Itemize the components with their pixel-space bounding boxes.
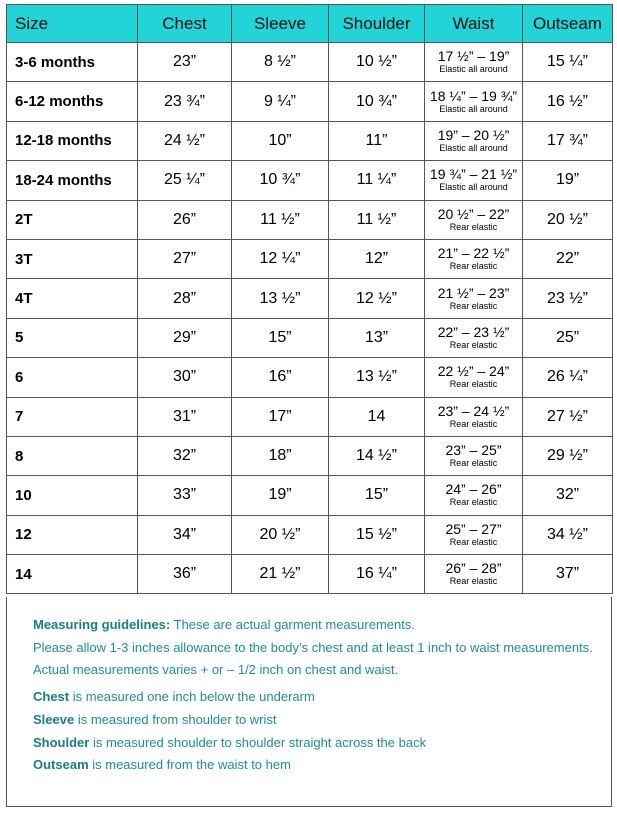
- chest-cell: 26”: [138, 200, 232, 239]
- chest-cell: 24 ½”: [138, 121, 232, 160]
- shoulder-cell: 10 ½”: [329, 43, 425, 82]
- outseam-cell: 23 ½”: [523, 279, 613, 318]
- waist-range: 17 ½” – 19”: [437, 48, 510, 65]
- shoulder-cell: 13”: [329, 318, 425, 357]
- size-chart: [6, 4, 612, 594]
- size-cell: 8: [7, 436, 138, 475]
- size-cell: 18-24 months: [7, 161, 138, 200]
- outseam-cell: 29 ½”: [523, 436, 613, 475]
- chest-cell: 32”: [138, 436, 232, 475]
- shoulder-cell: 11 ½”: [329, 200, 425, 239]
- sleeve-cell: 17”: [232, 397, 329, 436]
- shoulder-cell: 11”: [329, 121, 425, 160]
- note-outseam: [33, 757, 291, 772]
- waist-cell: [425, 43, 523, 82]
- waist-range: 25” – 27”: [445, 520, 502, 537]
- waist-range: 23” – 25”: [445, 442, 502, 459]
- size-cell: 3-6 months: [7, 43, 138, 82]
- note-guidelines: [33, 617, 415, 632]
- waist-note: Rear elastic: [449, 261, 498, 272]
- sleeve-cell: 18”: [232, 436, 329, 475]
- header-chest: Chest: [138, 5, 232, 43]
- table-row: [7, 397, 613, 436]
- waist-note: Elastic all around: [439, 182, 508, 193]
- waist-note: Rear elastic: [449, 339, 498, 350]
- sleeve-cell: 21 ½”: [232, 555, 329, 594]
- measuring-notes: [6, 597, 612, 807]
- waist-note: Rear elastic: [449, 497, 498, 508]
- shoulder-cell: 10 ¾”: [329, 82, 425, 121]
- note-sleeve-text: is measured from shoulder to wrist: [74, 712, 277, 727]
- header-size: Size: [7, 5, 138, 43]
- shoulder-cell: 12”: [329, 239, 425, 278]
- shoulder-cell: 15”: [329, 476, 425, 515]
- size-cell: 12: [7, 515, 138, 554]
- size-cell: 12-18 months: [7, 121, 138, 160]
- waist-cell: [425, 555, 523, 594]
- outseam-cell: 16 ½”: [523, 82, 613, 121]
- table-row: [7, 200, 613, 239]
- table-row: [7, 239, 613, 278]
- outseam-cell: 25”: [523, 318, 613, 357]
- waist-note: Rear elastic: [449, 536, 498, 547]
- sleeve-cell: 16”: [232, 358, 329, 397]
- table-row: [7, 279, 613, 318]
- shoulder-cell: 14: [329, 397, 425, 436]
- waist-range: 26” – 28”: [445, 560, 502, 577]
- waist-cell: [425, 82, 523, 121]
- shoulder-cell: 13 ½”: [329, 358, 425, 397]
- note-chest: [33, 689, 315, 704]
- waist-cell: [425, 279, 523, 318]
- size-table: [6, 4, 613, 594]
- waist-cell: [425, 200, 523, 239]
- table-row: [7, 121, 613, 160]
- chest-cell: 29”: [138, 318, 232, 357]
- waist-range: 19 ¾” – 21 ½”: [429, 166, 518, 183]
- note-shoulder: [33, 735, 426, 750]
- note-shoulder-text: is measured shoulder to shoulder straight across the back: [89, 735, 427, 750]
- outseam-cell: 19”: [523, 161, 613, 200]
- shoulder-cell: 16 ¼”: [329, 555, 425, 594]
- waist-note: Rear elastic: [449, 458, 498, 469]
- outseam-cell: 20 ½”: [523, 200, 613, 239]
- waist-cell: [425, 436, 523, 475]
- table-row: [7, 436, 613, 475]
- chest-cell: 36”: [138, 555, 232, 594]
- size-cell: 2T: [7, 200, 138, 239]
- header-waist: Waist: [425, 5, 523, 43]
- outseam-cell: 37”: [523, 555, 613, 594]
- waist-range: 19” – 20 ½”: [437, 126, 510, 143]
- waist-note: Rear elastic: [449, 300, 498, 311]
- waist-cell: [425, 121, 523, 160]
- waist-cell: [425, 318, 523, 357]
- table-row: [7, 358, 613, 397]
- outseam-cell: 22”: [523, 239, 613, 278]
- table-row: [7, 43, 613, 82]
- sleeve-cell: 8 ½”: [232, 43, 329, 82]
- table-row: [7, 318, 613, 357]
- chest-cell: 28”: [138, 279, 232, 318]
- waist-range: 23” – 24 ½”: [437, 402, 510, 419]
- size-cell: 3T: [7, 239, 138, 278]
- waist-note: Rear elastic: [449, 379, 498, 390]
- waist-note: Elastic all around: [439, 142, 508, 153]
- chest-cell: 33”: [138, 476, 232, 515]
- chest-cell: 27”: [138, 239, 232, 278]
- size-cell: 5: [7, 318, 138, 357]
- waist-cell: [425, 358, 523, 397]
- shoulder-cell: 12 ½”: [329, 279, 425, 318]
- waist-range: 21” – 22 ½”: [437, 245, 510, 262]
- note-variance: Actual measurements varies + or – 1/2 inch on chest and waist.: [33, 662, 399, 677]
- waist-cell: [425, 239, 523, 278]
- size-cell: 7: [7, 397, 138, 436]
- table-row: [7, 555, 613, 594]
- size-cell: 14: [7, 555, 138, 594]
- sleeve-cell: 20 ½”: [232, 515, 329, 554]
- waist-note: Rear elastic: [449, 221, 498, 232]
- waist-range: 20 ½” – 22”: [437, 205, 510, 222]
- sleeve-cell: 9 ¼”: [232, 82, 329, 121]
- chest-cell: 30”: [138, 358, 232, 397]
- note-outseam-label: Outseam: [33, 757, 89, 772]
- waist-range: 21 ½” – 23”: [437, 284, 510, 301]
- sleeve-cell: 10”: [232, 121, 329, 160]
- size-cell: 6-12 months: [7, 82, 138, 121]
- size-cell: 6: [7, 358, 138, 397]
- table-row: [7, 161, 613, 200]
- shoulder-cell: 14 ½”: [329, 436, 425, 475]
- note-sleeve: [33, 712, 277, 727]
- header-outseam: Outseam: [523, 5, 613, 43]
- note-outseam-text: is measured from the waist to hem: [88, 757, 291, 772]
- outseam-cell: 17 ¾”: [523, 121, 613, 160]
- header-row: [7, 5, 613, 43]
- note-shoulder-label: Shoulder: [33, 735, 90, 750]
- note-chest-text: is measured one inch below the underarm: [69, 689, 315, 704]
- waist-cell: [425, 515, 523, 554]
- waist-range: 22 ½” – 24”: [437, 363, 510, 380]
- sleeve-cell: 11 ½”: [232, 200, 329, 239]
- waist-note: Elastic all around: [439, 103, 508, 114]
- table-row: [7, 476, 613, 515]
- chest-cell: 34”: [138, 515, 232, 554]
- note-allowance: Please allow 1-3 inches allowance to the body’s chest and at least 1 inch to waist measurements.: [33, 640, 593, 655]
- sleeve-cell: 15”: [232, 318, 329, 357]
- table-row: [7, 82, 613, 121]
- outseam-cell: 26 ¼”: [523, 358, 613, 397]
- waist-cell: [425, 476, 523, 515]
- outseam-cell: 32”: [523, 476, 613, 515]
- chest-cell: 31”: [138, 397, 232, 436]
- sleeve-cell: 10 ¾”: [232, 161, 329, 200]
- header-sleeve: Sleeve: [232, 5, 329, 43]
- sleeve-cell: 12 ¼”: [232, 239, 329, 278]
- table-row: [7, 515, 613, 554]
- size-cell: 4T: [7, 279, 138, 318]
- outseam-cell: 27 ½”: [523, 397, 613, 436]
- waist-cell: [425, 397, 523, 436]
- chest-cell: 23”: [138, 43, 232, 82]
- header-shoulder: Shoulder: [329, 5, 425, 43]
- shoulder-cell: 15 ½”: [329, 515, 425, 554]
- waist-note: Rear elastic: [449, 576, 498, 587]
- sleeve-cell: 13 ½”: [232, 279, 329, 318]
- note-sleeve-label: Sleeve: [33, 712, 75, 727]
- waist-note: Elastic all around: [439, 64, 508, 75]
- sleeve-cell: 19”: [232, 476, 329, 515]
- chest-cell: 23 ¾”: [138, 82, 232, 121]
- note-guidelines-text: These are actual garment measurements.: [170, 617, 415, 632]
- size-cell: 10: [7, 476, 138, 515]
- shoulder-cell: 11 ¼”: [329, 161, 425, 200]
- waist-note: Rear elastic: [449, 418, 498, 429]
- note-guidelines-label: Measuring guidelines:: [33, 617, 171, 632]
- outseam-cell: 34 ½”: [523, 515, 613, 554]
- waist-range: 24” – 26”: [445, 481, 502, 498]
- chest-cell: 25 ¼”: [138, 161, 232, 200]
- waist-range: 22” – 23 ½”: [437, 323, 510, 340]
- note-chest-label: Chest: [33, 689, 70, 704]
- waist-cell: [425, 161, 523, 200]
- outseam-cell: 15 ¼”: [523, 43, 613, 82]
- waist-range: 18 ¼” – 19 ¾”: [429, 87, 518, 104]
